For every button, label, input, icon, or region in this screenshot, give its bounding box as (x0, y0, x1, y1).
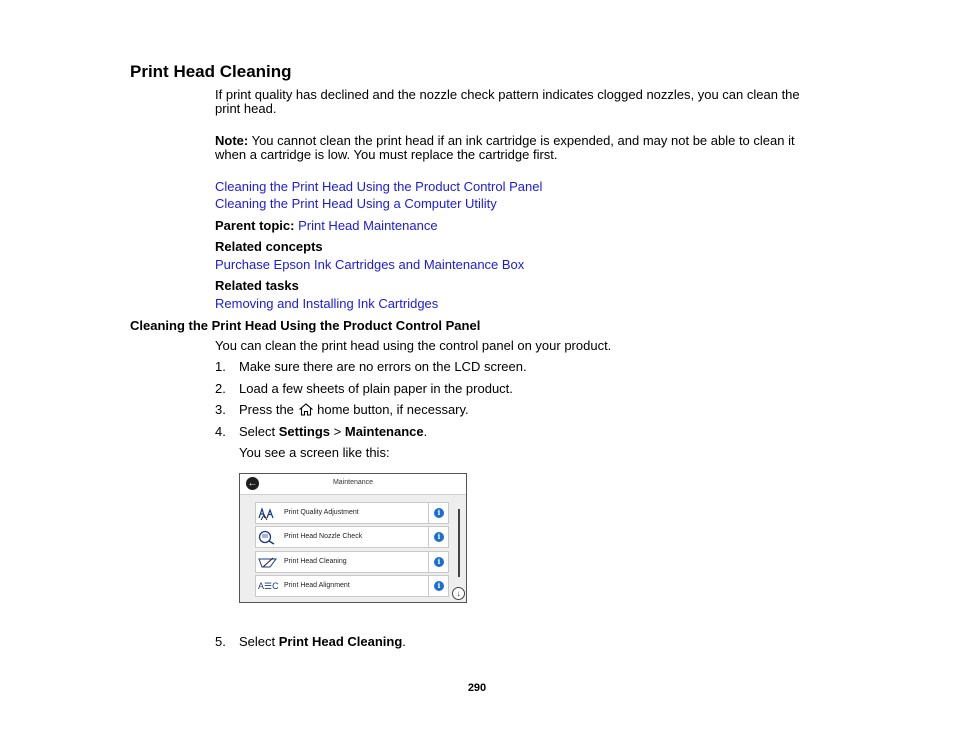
note-label: Note: (215, 133, 249, 148)
intro-paragraph: If print quality has declined and the nozzle check pattern indicates clogged nozzles, you can clean the print head. (215, 87, 800, 116)
lcd-item-label: Print Quality Adjustment (284, 509, 359, 516)
lcd-menu (240, 495, 466, 602)
screen-intro: You see a screen like this: (239, 445, 390, 460)
lcd-title: Maintenance (332, 479, 374, 486)
quality-adjust-icon (258, 506, 278, 521)
info-icon: i (434, 508, 444, 518)
step-1: 1. Make sure there are no errors on the LCD screen. (215, 359, 527, 374)
related-tasks-link[interactable]: Removing and Installing Ink Cartridges (215, 296, 439, 311)
head-alignment-icon: A☰C (258, 581, 279, 591)
page-number: 290 (467, 682, 487, 694)
step-5: 5. Select Print Head Cleaning. (215, 634, 406, 649)
lcd-item-label: Print Head Cleaning (284, 558, 347, 565)
lcd-screenshot (239, 473, 467, 603)
parent-topic (215, 219, 438, 233)
nozzle-check-icon (258, 530, 278, 545)
home-icon (298, 403, 314, 416)
lcd-item-quality-adjustment (255, 502, 449, 524)
section-heading: Cleaning the Print Head Using the Product Control Panel (130, 318, 481, 333)
info-icon: i (434, 557, 444, 567)
related-tasks-label: Related tasks (215, 278, 299, 293)
section-intro: You can clean the print head using the control panel on your product. (215, 338, 612, 353)
note-paragraph (215, 134, 815, 162)
page-title: Print Head Cleaning (130, 62, 292, 81)
lcd-item-label: Print Head Alignment (284, 582, 350, 589)
step-4: 4. Select Settings > Maintenance. (215, 424, 428, 439)
related-concepts-label: Related concepts (215, 239, 323, 254)
back-arrow-icon: ← (247, 478, 258, 489)
lcd-item-head-alignment (255, 575, 449, 597)
lcd-scrollbar (458, 509, 460, 577)
lcd-item-head-cleaning (255, 551, 449, 573)
link-computer-utility[interactable]: Cleaning the Print Head Using a Computer Utility (215, 196, 497, 211)
step-3: 3. Press the home button, if necessary. (215, 402, 469, 417)
link-control-panel[interactable]: Cleaning the Print Head Using the Product Control Panel (215, 179, 543, 194)
lcd-item-label: Print Head Nozzle Check (284, 533, 363, 540)
lcd-item-nozzle-check (255, 526, 449, 548)
info-icon: i (434, 581, 444, 591)
parent-topic-link[interactable]: Print Head Maintenance (298, 218, 438, 233)
note-text: You cannot clean the print head if an ink cartridge is expended, and may not be able to clean it when a cartridge is low. You must replace the cartridge first. (215, 133, 795, 162)
parent-topic-label: Parent topic: (215, 218, 295, 233)
related-concepts-link[interactable]: Purchase Epson Ink Cartridges and Maintenance Box (215, 257, 525, 272)
step-2: 2. Load a few sheets of plain paper in the product. (215, 381, 513, 396)
info-icon: i (434, 532, 444, 542)
head-cleaning-icon (258, 555, 278, 570)
lcd-header (240, 474, 466, 495)
scroll-down-icon: ↓ (452, 587, 465, 600)
